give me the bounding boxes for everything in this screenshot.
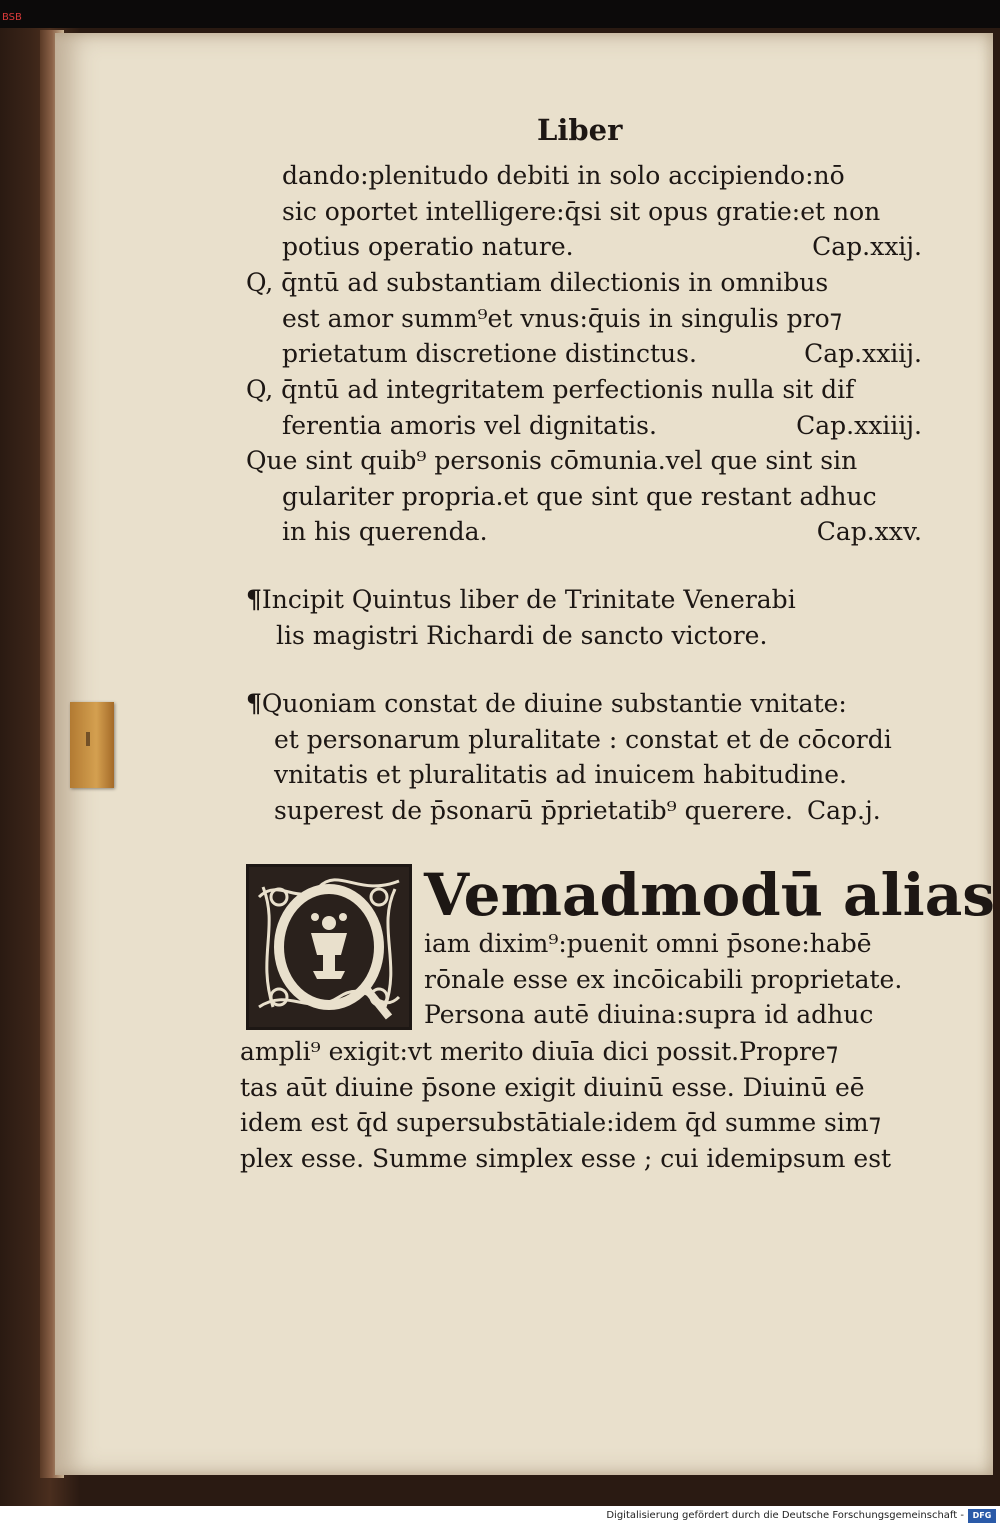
chapter-line: [282, 229, 922, 265]
decorated-initial: [246, 864, 412, 1030]
opening-body-block: [240, 1034, 891, 1176]
chapter-one-heading: [246, 686, 892, 828]
library-label: BSB: [2, 12, 22, 23]
chapter-title: prietatum discretione distinctus.: [282, 339, 697, 368]
initial-ornament-icon: [249, 867, 409, 1027]
chapter-line: [246, 514, 922, 550]
text-line: Q, q̄ntū ad integritatem perfectionis nulla sit dif: [246, 375, 855, 404]
text-line: Persona autē diuina:supra id adhuc: [424, 1000, 874, 1029]
text-line: vnitatis et pluralitatis ad inuicem habitudine.: [274, 760, 847, 789]
text-line: Q, q̄ntū ad substantiam dilectionis in omnibus: [246, 268, 829, 297]
text-line: plex esse. Summe simplex esse ; cui idemipsum est: [240, 1143, 892, 1173]
chapter-number: Cap.xxiij.: [804, 339, 922, 368]
chapter-number: Cap.xxv.: [816, 517, 922, 546]
pilcrow-icon: ¶: [246, 689, 262, 718]
chapter-title: potius operatio nature.: [282, 232, 574, 261]
text-line: gulariter propria.et que sint que restant adhuc: [282, 481, 877, 511]
opening-word: Vemadmodū alias: [424, 861, 995, 929]
text-line: iam dixim⁹:puenit omni p̄sone:habē: [424, 929, 872, 958]
heading-text: superest de p̄sonarū p̄prietatib⁹ querere.: [274, 795, 793, 825]
footer-bar: [0, 1506, 1000, 1528]
text-line: sic oportet intelligere:q̄si sit opus gratie:et non: [282, 196, 881, 226]
text-line: est amor summ⁹et vnus:q̄uis in singulis pro⁊: [282, 303, 843, 333]
chapter-title: in his querenda.: [282, 517, 488, 546]
incipit-block: [246, 582, 796, 653]
chapter-list-block-1: [282, 158, 922, 265]
pilcrow-icon: ¶: [246, 585, 262, 614]
chapter-list-block-2: [246, 265, 922, 372]
text-line: Que sint quib⁹ personis cōmunia.vel que sint sin: [246, 446, 858, 475]
footer-credit: Digitalisierung gefördert durch die Deutsche Forschungsgemeinschaft -: [606, 1510, 964, 1521]
opening-indented-block: [424, 926, 902, 1033]
text-line: [246, 686, 892, 722]
heading-text: Quoniam constat de diuine substantie vnitate:: [261, 689, 847, 718]
chapter-line: [246, 793, 892, 829]
chapter-list-block-4: [246, 443, 922, 550]
text-line: tas aūt diuine p̄sone exigit diuinū esse. Diuinū eē: [240, 1072, 865, 1102]
chapter-list-block-3: [246, 372, 922, 443]
text-line: ampli⁹ exigit:vt merito diuīa dici possit.Propre⁊: [240, 1037, 839, 1066]
chapter-number: Cap.xxiiij.: [796, 410, 922, 440]
chapter-line: [246, 336, 922, 372]
incipit-text: Incipit Quintus liber de Trinitate Venerabi: [261, 585, 796, 614]
chapter-line: [246, 408, 922, 444]
text-line: lis magistri Richardi de sancto victore.: [276, 620, 768, 650]
running-head: Liber: [537, 113, 623, 147]
dfg-logo-icon: DFG: [968, 1509, 996, 1523]
chapter-number: Cap.xxij.: [812, 232, 922, 261]
text-line: dando:plenitudo debiti in solo accipiendo:nō: [282, 161, 845, 190]
chapter-number: Cap.j.: [806, 795, 881, 825]
bookmark-strip: [70, 702, 114, 788]
chapter-title: ferentia amoris vel dignitatis.: [282, 410, 657, 440]
text-line: idem est q̄d supersubstātiale:idem q̄d summe sim⁊: [240, 1108, 882, 1137]
text-line: rōnale esse ex incōicabili proprietate.: [424, 964, 903, 994]
text-line: et personarum pluralitate : constat et de cōcordi: [274, 724, 892, 754]
text-line: [246, 582, 796, 618]
